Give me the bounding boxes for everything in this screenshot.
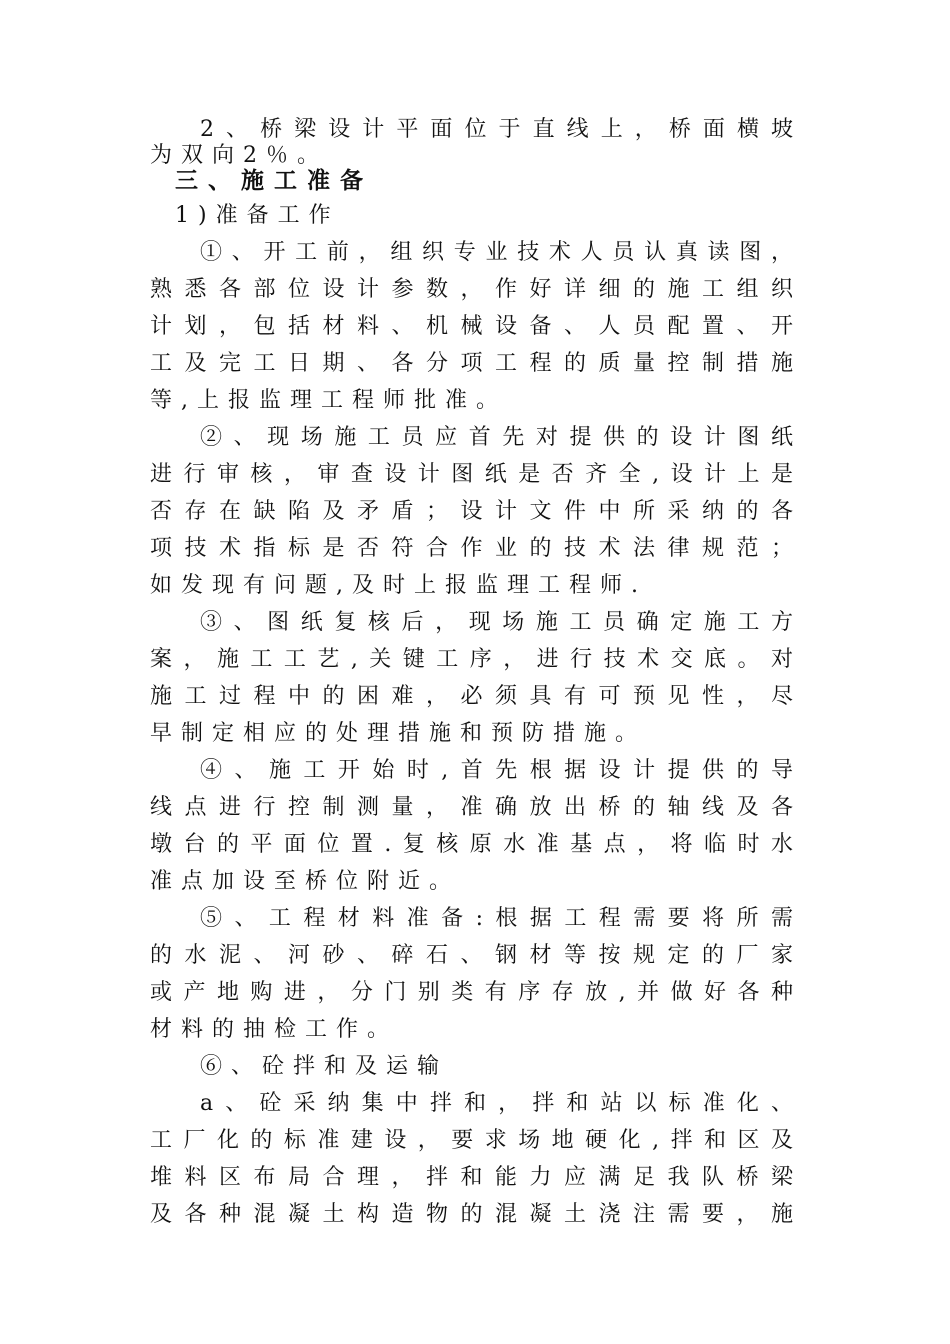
paragraph-4-line: ④、施工开始时,首先根据设计提供的导 bbox=[200, 758, 795, 783]
paragraph-3-line: 施工过程中的困难，必须具有可预见性，尽 bbox=[150, 684, 795, 709]
paragraph-1-line: 熟悉各部位设计参数，作好详细的施工组织 bbox=[150, 277, 795, 302]
paragraph-3-line: 早制定相应的处理措施和预防措施。 bbox=[150, 721, 647, 746]
paragraph-1-line: ①、开工前，组织专业技术人员认真读图， bbox=[200, 240, 795, 265]
paragraph-1-line: 计划，包括材料、机械设备、人员配置、开 bbox=[150, 314, 795, 339]
paragraph-7-line: 堆料区布局合理，拌和能力应满足我队桥梁 bbox=[150, 1165, 795, 1190]
paragraph-4-line: 准点加设至桥位附近。 bbox=[150, 869, 461, 894]
paragraph-5-line: 或产地购进，分门别类有序存放,并做好各种 bbox=[150, 980, 795, 1005]
paragraph-6-title: ⑥、砼拌和及运输 bbox=[200, 1054, 449, 1079]
paragraph-7-line: a、砼采纳集中拌和，拌和站以标准化、 bbox=[200, 1091, 795, 1116]
paragraph-4-line: 线点进行控制测量，准确放出桥的轴线及各 bbox=[150, 795, 795, 820]
paragraph-2-line: 如发现有问题,及时上报监理工程师. bbox=[150, 573, 647, 598]
paragraph-3-line: 案，施工工艺,关键工序，进行技术交底。对 bbox=[150, 647, 795, 672]
intro-line-2: 为双向2％。 bbox=[150, 143, 328, 168]
paragraph-5-line: 材料的抽检工作。 bbox=[150, 1017, 399, 1042]
paragraph-3-line: ③、图纸复核后，现场施工员确定施工方 bbox=[200, 610, 795, 635]
intro-line-1: 2、桥梁设计平面位于直线上，桥面横坡 bbox=[200, 117, 795, 142]
paragraph-2-line: 项技术指标是否符合作业的技术法律规范； bbox=[150, 536, 795, 561]
section-heading: 三、施工准备 bbox=[175, 167, 373, 194]
paragraph-2-line: 否存在缺陷及矛盾；设计文件中所采纳的各 bbox=[150, 499, 795, 524]
subheading: 1)准备工作 bbox=[175, 203, 340, 228]
paragraph-2-line: 进行审核，审查设计图纸是否齐全,设计上是 bbox=[150, 462, 795, 487]
paragraph-7-line: 及各种混凝土构造物的混凝土浇注需要，施 bbox=[150, 1202, 795, 1227]
paragraph-1-line: 等,上报监理工程师批准。 bbox=[150, 388, 507, 413]
paragraph-2-line: ②、现场施工员应首先对提供的设计图纸 bbox=[200, 425, 795, 450]
paragraph-1-line: 工及完工日期、各分项工程的质量控制措施 bbox=[150, 351, 795, 376]
paragraph-5-line: 的水泥、河砂、碎石、钢材等按规定的厂家 bbox=[150, 943, 795, 968]
paragraph-7-line: 工厂化的标准建设，要求场地硬化,拌和区及 bbox=[150, 1128, 795, 1153]
paragraph-5-line: ⑤、工程材料准备:根据工程需要将所需 bbox=[200, 906, 795, 931]
paragraph-4-line: 墩台的平面位置.复核原水准基点，将临时水 bbox=[150, 832, 795, 857]
